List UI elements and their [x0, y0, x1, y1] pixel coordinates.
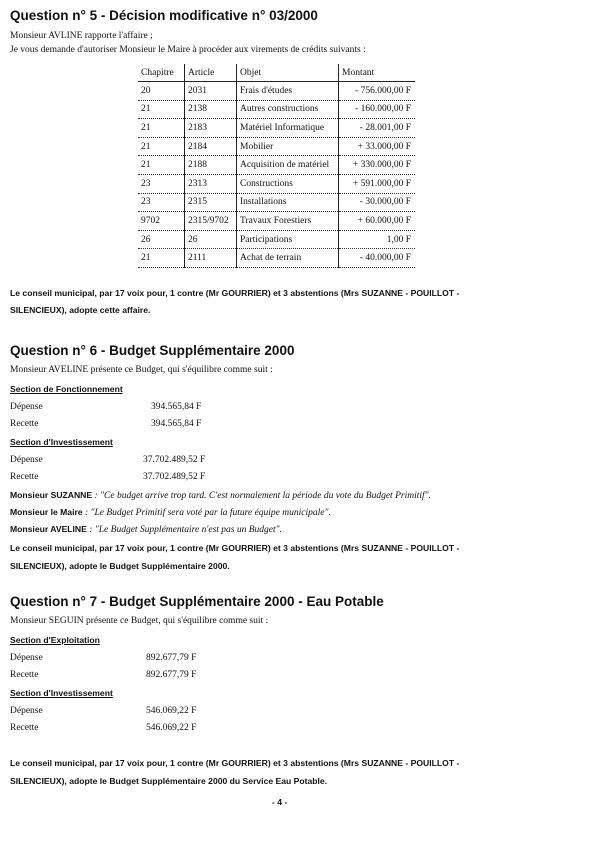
q6-vote-line1: Le conseil municipal, par 17 voix pour, 1 contre (Mr GOURRIER) et 3 abstentions (Mrs SUZANNE - POUILLOT - — [10, 543, 460, 553]
table-cell: 2184 — [185, 137, 237, 156]
table-cell: Travaux Forestiers — [237, 212, 339, 231]
q6-s1-depense-label: Dépense — [10, 402, 43, 412]
q6-s1-recette-value: 394.565,84 F — [151, 419, 202, 429]
q7-section-exploitation: Section d'Exploitation — [10, 635, 100, 645]
q6-s2-depense-value: 37.702.489,52 F — [143, 455, 206, 465]
table-row — [138, 174, 415, 193]
table-header-cell: Objet — [237, 64, 339, 82]
q6-s2-depense-label: Dépense — [10, 455, 43, 465]
table-header-row — [138, 64, 415, 82]
table-cell: 2138 — [185, 100, 237, 119]
q7-intro: Monsieur SEGUIN présente ce Budget, qui s'équilibre comme suit : — [10, 616, 269, 626]
q7-s1-depense-label: Dépense — [10, 653, 43, 663]
table-cell: 21 — [138, 137, 185, 156]
table-cell: 20 — [138, 82, 185, 101]
q7-s1-recette-label: Recette — [10, 670, 39, 680]
table-cell: 26 — [138, 230, 185, 249]
q7-title: Question n° 7 - Budget Supplémentaire 2000 - Eau Potable — [10, 594, 384, 609]
table-row — [138, 193, 415, 212]
table-cell: Achat de terrain — [237, 249, 339, 268]
table-cell: 21 — [138, 119, 185, 138]
q5-rapporteur: Monsieur AVLINE rapporte l'affaire ; — [10, 31, 153, 41]
q7-section-investissement: Section d'Investissement — [10, 688, 113, 698]
table-row — [138, 230, 415, 249]
quote-speaker: Monsieur SUZANNE — [10, 490, 93, 500]
table-row — [138, 212, 415, 231]
table-cell: 23 — [138, 193, 185, 212]
q6-intro: Monsieur AVELINE présente ce Budget, qui s'équilibre comme suit : — [10, 365, 273, 375]
q7-vote-line2: SILENCIEUX), adopte le Budget Supplémentaire 2000 du Service Eau Potable. — [10, 776, 328, 786]
q6-quote-maire — [10, 507, 331, 518]
table-row — [138, 137, 415, 156]
q7-s2-depense-value: 546.069,22 F — [146, 706, 197, 716]
q6-quote-suzanne — [10, 490, 431, 501]
table-cell: Constructions — [237, 174, 339, 193]
table-cell: 2183 — [185, 119, 237, 138]
table-cell: Matériel Informatique — [237, 119, 339, 138]
table-cell: 21 — [138, 156, 185, 175]
table-header-cell: Article — [185, 64, 237, 82]
q7-s2-recette-label: Recette — [10, 723, 39, 733]
q5-vote-line1: Le conseil municipal, par 17 voix pour, 1 contre (Mr GOURRIER) et 3 abstentions (Mrs SUZANNE - POUILLOT - — [10, 288, 460, 298]
q7-s1-recette-value: 892.677,79 F — [146, 670, 197, 680]
q6-section-fonctionnement: Section de Fonctionnement — [10, 384, 123, 394]
q7-s2-recette-value: 546.069,22 F — [146, 723, 197, 733]
q6-s2-recette-label: Recette — [10, 472, 39, 482]
quote-text: : "Le Budget Supplémentaire n'est pas un Budget". — [86, 525, 283, 535]
table-cell: 2315/9702 — [185, 212, 237, 231]
table-cell: Mobilier — [237, 137, 339, 156]
table-cell: 21 — [138, 249, 185, 268]
table-row — [138, 249, 415, 268]
table-cell: Autres constructions — [237, 100, 339, 119]
table-cell: 2315 — [185, 193, 237, 212]
table-cell: 9702 — [138, 212, 185, 231]
quote-speaker: Monsieur AVELINE — [10, 524, 87, 534]
table-row — [138, 156, 415, 175]
q5-title: Question n° 5 - Décision modificative n° 03/2000 — [10, 8, 318, 23]
q7-s1-depense-value: 892.677,79 F — [146, 653, 197, 663]
table-cell: Frais d'études — [237, 82, 339, 101]
table-cell: 2313 — [185, 174, 237, 193]
table-cell: 1,00 F — [339, 230, 416, 249]
q6-section-investissement: Section d'Investissement — [10, 437, 113, 447]
table-cell: 26 — [185, 230, 237, 249]
q6-s2-recette-value: 37.702.489,52 F — [143, 472, 206, 482]
table-cell: - 160.000,00 F — [339, 100, 416, 119]
quote-text: : "Ce budget arrive trop tard. C'est normalement la période du vote du Budget Primitif". — [92, 491, 431, 501]
table-row — [138, 119, 415, 138]
table-cell: - 28.001,00 F — [339, 119, 416, 138]
table-cell: + 60.000,00 F — [339, 212, 416, 231]
table-cell: + 591.000,00 F — [339, 174, 416, 193]
table-header-cell: Chapitre — [138, 64, 185, 82]
table-cell: Acquisition de matériel — [237, 156, 339, 175]
table-cell: Participations — [237, 230, 339, 249]
quote-text: : "Le Budget Primitif sera voté par la future équipe municipale". — [82, 508, 331, 518]
q5-intro: Je vous demande d'autoriser Monsieur le Maire à procéder aux virements de crédits suivants : — [10, 45, 366, 55]
q7-s2-depense-label: Dépense — [10, 706, 43, 716]
table-cell: + 33.000,00 F — [339, 137, 416, 156]
table-cell: 23 — [138, 174, 185, 193]
table-cell: 2111 — [185, 249, 237, 268]
q7-vote-line1: Le conseil municipal, par 17 voix pour, 1 contre (Mr GOURRIER) et 3 abstentions (Mrs SUZANNE - POUILLOT - — [10, 758, 460, 768]
quote-speaker: Monsieur le Maire — [10, 507, 83, 517]
q6-s1-recette-label: Recette — [10, 419, 39, 429]
q6-s1-depense-value: 394.565,84 F — [151, 402, 202, 412]
q5-vote-line2: SILENCIEUX), adopte cette affaire. — [10, 305, 151, 315]
credit-transfer-table — [138, 64, 415, 268]
table-header-cell: Montant — [339, 64, 416, 82]
q6-vote-line2: SILENCIEUX), adopte le Budget Supplémentaire 2000. — [10, 561, 230, 571]
table-row — [138, 82, 415, 101]
table-cell: 2188 — [185, 156, 237, 175]
table-cell: + 330.000,00 F — [339, 156, 416, 175]
page-number: - 4 - — [272, 797, 288, 807]
table-row — [138, 100, 415, 119]
q6-title: Question n° 6 - Budget Supplémentaire 2000 — [10, 343, 295, 358]
table-cell: - 756.000,00 F — [339, 82, 416, 101]
table-cell: Installations — [237, 193, 339, 212]
table-cell: - 40.000,00 F — [339, 249, 416, 268]
table-cell: 21 — [138, 100, 185, 119]
table-cell: - 30.000,00 F — [339, 193, 416, 212]
table-cell: 2031 — [185, 82, 237, 101]
q6-quote-aveline — [10, 524, 282, 535]
